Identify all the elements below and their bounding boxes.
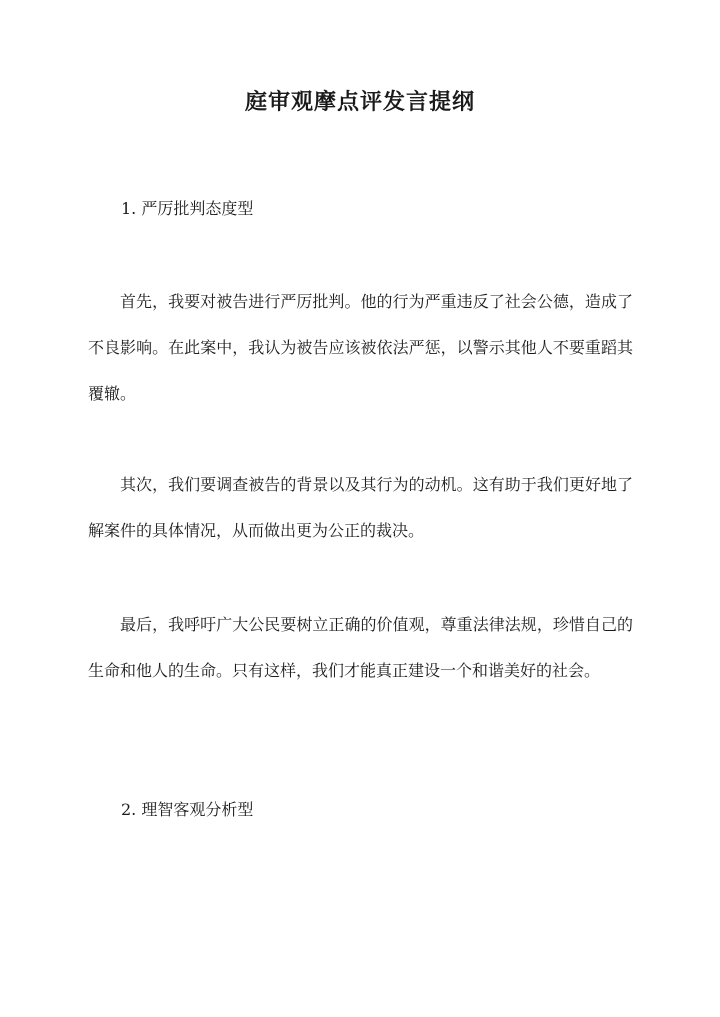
section-heading-1: 1. 严厉批判态度型 [121,199,254,218]
section-heading-2: 2. 理智客观分析型 [121,800,254,819]
paragraph-third: 最后，我呼吁广大公民要树立正确的价值观，尊重法律法规，珍惜自己的生命和他人的生命。只有这样，我们才能真正建设一个和谐美好的社会。 [88,615,633,680]
document-title: 庭审观摩点评发言提纲 [244,89,475,115]
paragraph-second: 其次，我们要调查被告的背景以及其行为的动机。这有助于我们更好地了解案件的具体情况，从而做出更为公正的裁决。 [88,475,633,540]
paragraph-first: 首先，我要对被告进行严厉批判。他的行为严重违反了社会公德，造成了不良影响。在此案中，我认为被告应该被依法严惩，以警示其他人不要重蹈其覆辙。 [88,292,633,403]
